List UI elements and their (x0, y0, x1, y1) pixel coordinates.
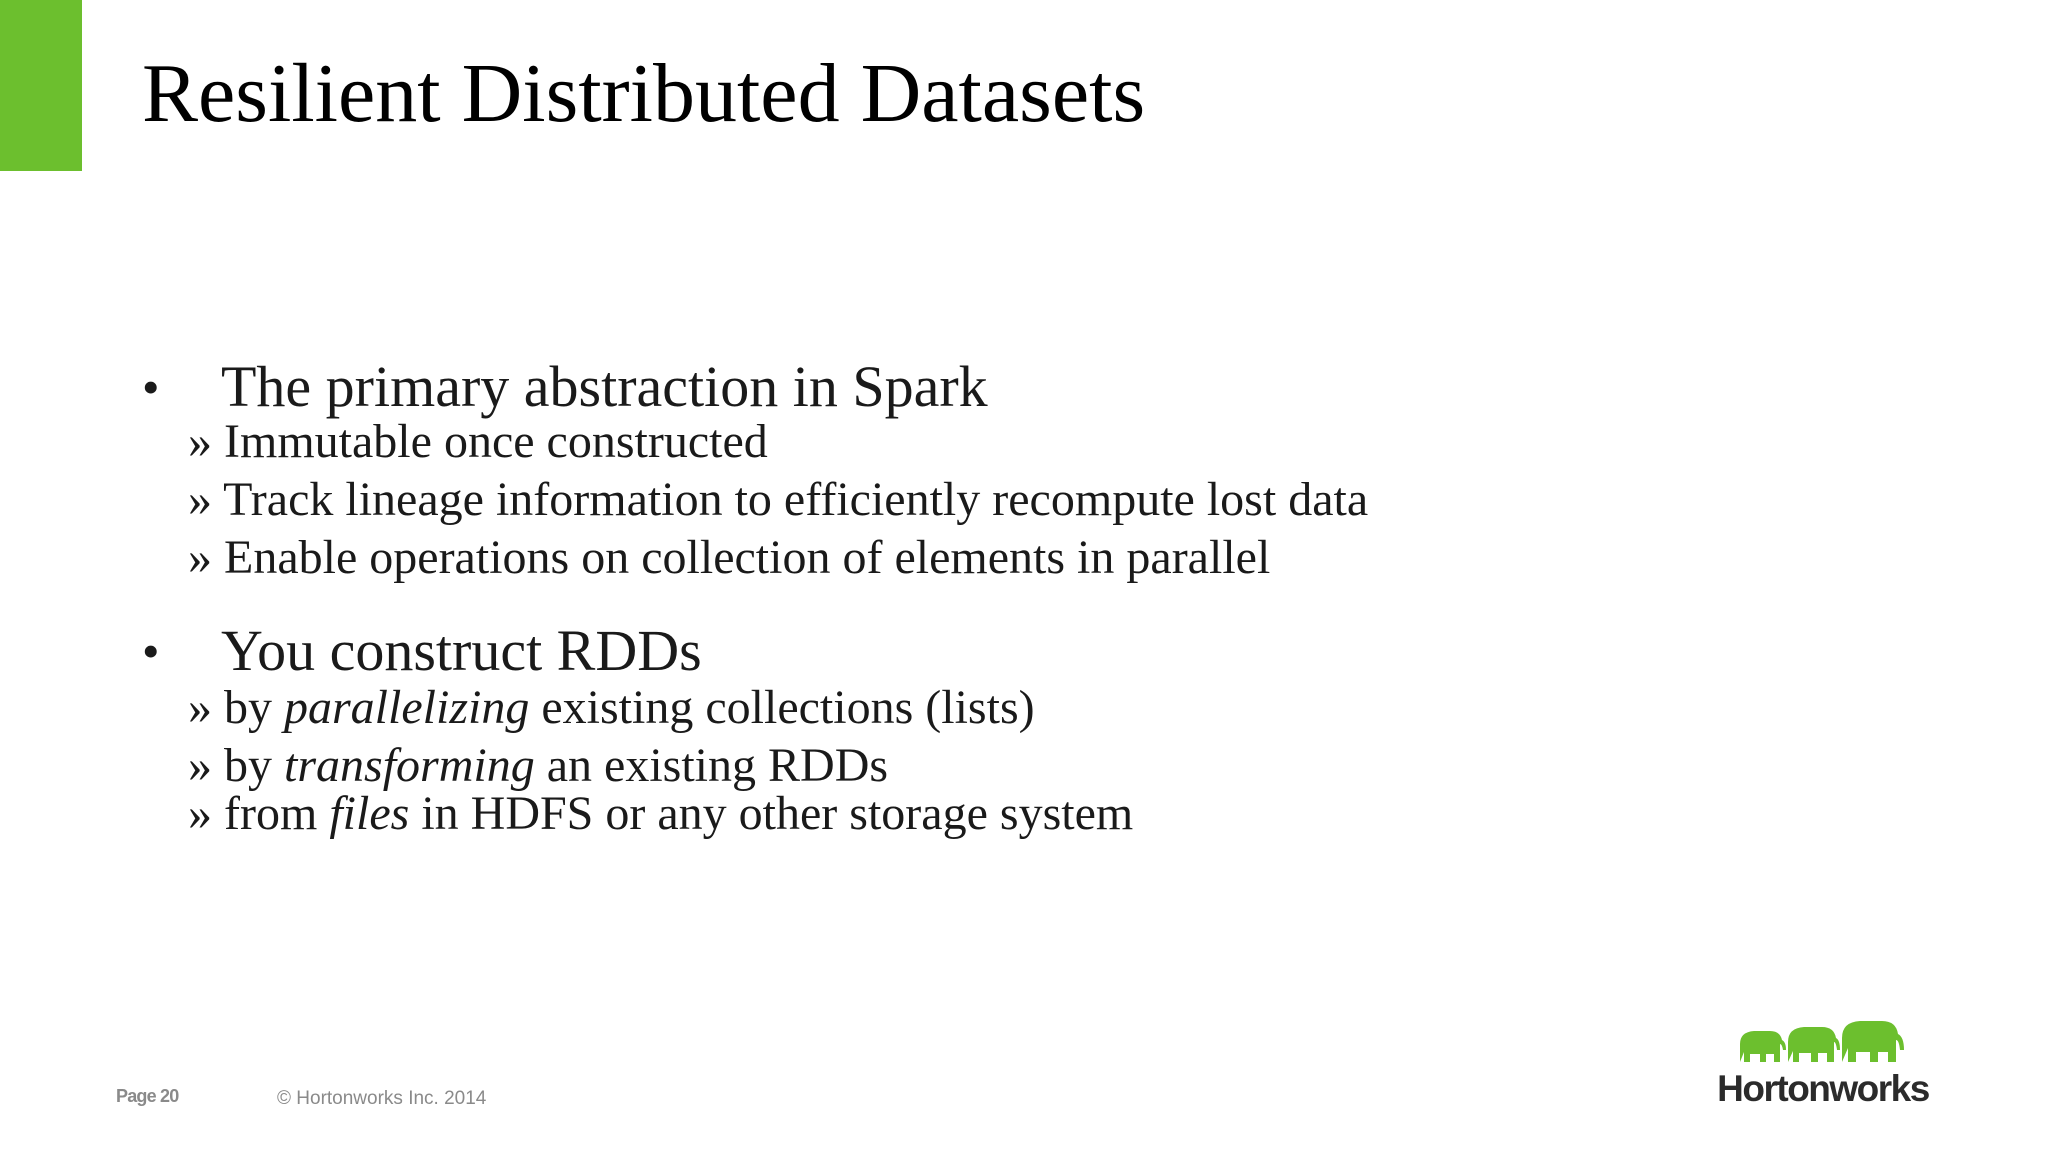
bullet-1-text: The primary abstraction in Spark (221, 354, 988, 419)
hortonworks-logo (1708, 1018, 1938, 1114)
sub-marker: » (188, 415, 212, 468)
elephant-herd-icon (1736, 1018, 1912, 1070)
title-accent-bar (0, 0, 82, 171)
subitem-suffix: in HDFS or any other storage system (409, 787, 1134, 840)
subitem-text: Enable operations on collection of elements in parallel (224, 531, 1271, 584)
bullet-2-subitem-1 (188, 680, 1035, 736)
logo-wordmark: Hortonworks (1717, 1068, 1929, 1109)
slide-title: Resilient Distributed Datasets (142, 47, 1146, 140)
bullet-marker: • (142, 623, 160, 679)
sub-marker: » (188, 531, 212, 584)
sub-marker: » (188, 787, 212, 840)
subitem-prefix: from (224, 787, 330, 840)
bullet-2-subitem-3 (188, 786, 1133, 842)
bullet-marker: • (142, 359, 160, 415)
subitem-text: Immutable once constructed (224, 415, 768, 468)
subitem-emphasis: parallelizing (284, 681, 530, 734)
bullet-1-subitem-2 (188, 472, 1368, 528)
page-number: Page 20 (116, 1086, 179, 1106)
bullet-1-subitem-1 (188, 414, 768, 470)
subitem-suffix: existing collections (lists) (529, 681, 1035, 734)
sub-marker: » (188, 473, 212, 526)
subitem-suffix: an existing RDDs (534, 739, 889, 792)
bullet-1-subitem-3 (188, 530, 1270, 586)
subitem-prefix: by (224, 681, 284, 734)
subitem-prefix: by (224, 739, 284, 792)
sub-marker: » (188, 739, 212, 792)
subitem-text: Track lineage information to efficiently recompute lost data (223, 473, 1369, 526)
subitem-emphasis: transforming (284, 739, 535, 792)
copyright-notice: © Hortonworks Inc. 2014 (277, 1088, 487, 1109)
subitem-emphasis: files (329, 787, 410, 840)
bullet-2-text: You construct RDDs (221, 618, 702, 683)
sub-marker: » (188, 681, 212, 734)
